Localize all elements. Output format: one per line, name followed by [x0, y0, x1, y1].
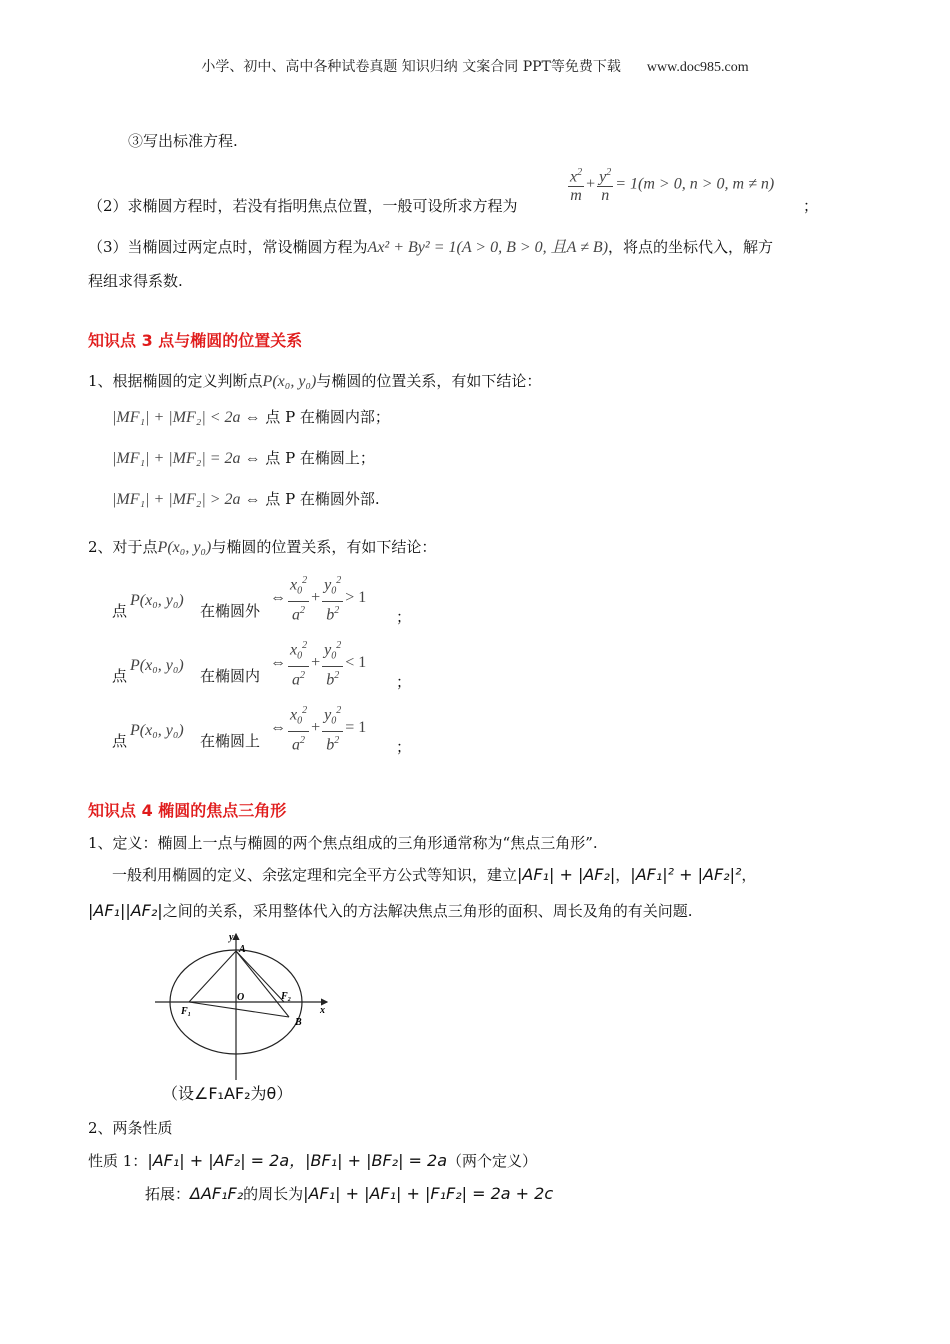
- item-3-line2: 程组求得系数.: [88, 272, 183, 290]
- s3-row-outside: |MF₁| + |MF₂| > 2a ⇔ 点 P 在椭圆外部.: [112, 490, 380, 508]
- s4-definition: 1、定义：椭圆上一点与椭圆的两个焦点组成的三角形通常称为“焦点三角形”.: [88, 834, 598, 852]
- extension: 拓展：ΔAF₁F₂的周长为|AF₁| + |AF₁| + |F₁F₂| = 2a + 2c: [145, 1184, 554, 1203]
- property-1: 性质 1：|AF₁| + |AF₂| = 2a，|BF₁| + |BF₂| = 2a（两个定义）: [88, 1151, 538, 1170]
- label-F1: F₁: [181, 1006, 192, 1017]
- label-F2: F₂: [281, 991, 292, 1002]
- s3-item-2: 2、对于点P(x₀, y₀)与椭圆的位置关系，有如下结论：: [88, 538, 437, 556]
- focal-triangle-figure: [155, 930, 335, 1084]
- page-header: [0, 56, 950, 76]
- label-O: O: [237, 992, 245, 1003]
- section-4-title: 知识点 4 椭圆的焦点三角形: [88, 801, 287, 820]
- s3-row-inside: |MF₁| + |MF₂| < 2a ⇔ 点 P 在椭圆内部；: [112, 408, 390, 426]
- s4-para-line2: |AF₁||AF₂|之间的关系，采用整体代入的方法解决焦点三角形的面积、周长及角的有关问题.: [88, 901, 693, 920]
- label-x: x: [320, 1005, 325, 1016]
- section-3-title: 知识点 3 点与椭圆的位置关系: [88, 331, 303, 350]
- label-y: y: [229, 932, 234, 943]
- s4-item-2: 2、两条性质: [88, 1119, 173, 1137]
- segment-AB: [236, 951, 292, 1017]
- step-3: ③写出标准方程.: [128, 132, 238, 150]
- segment-F1B: [189, 1002, 289, 1017]
- figure-caption: （设∠F₁AF₂为θ）: [162, 1084, 293, 1103]
- item-3: （3）当椭圆过两定点时，常设椭圆方程为Ax² + By² = 1(A > 0, B > 0, 且A ≠ B)，将点的坐标代入，解方: [88, 238, 774, 256]
- s3-item-1: 1、根据椭圆的定义判断点P(x₀, y₀)与椭圆的位置关系，有如下结论：: [88, 372, 542, 390]
- s4-para-line1: 一般利用椭圆的定义、余弦定理和完全平方公式等知识，建立|AF₁| + |AF₂|，|AF₁|² + |AF₂|²，: [112, 865, 757, 884]
- header-text: 小学、初中、高中各种试卷真题 知识归纳 文案合同 PPT等免费下载: [201, 59, 621, 75]
- header-site[interactable]: www.doc985.com: [646, 60, 749, 75]
- label-A: A: [239, 944, 246, 955]
- label-B: B: [295, 1017, 302, 1028]
- s3-row-on: |MF₁| + |MF₂| = 2a ⇔ 点 P 在椭圆上；: [112, 449, 375, 467]
